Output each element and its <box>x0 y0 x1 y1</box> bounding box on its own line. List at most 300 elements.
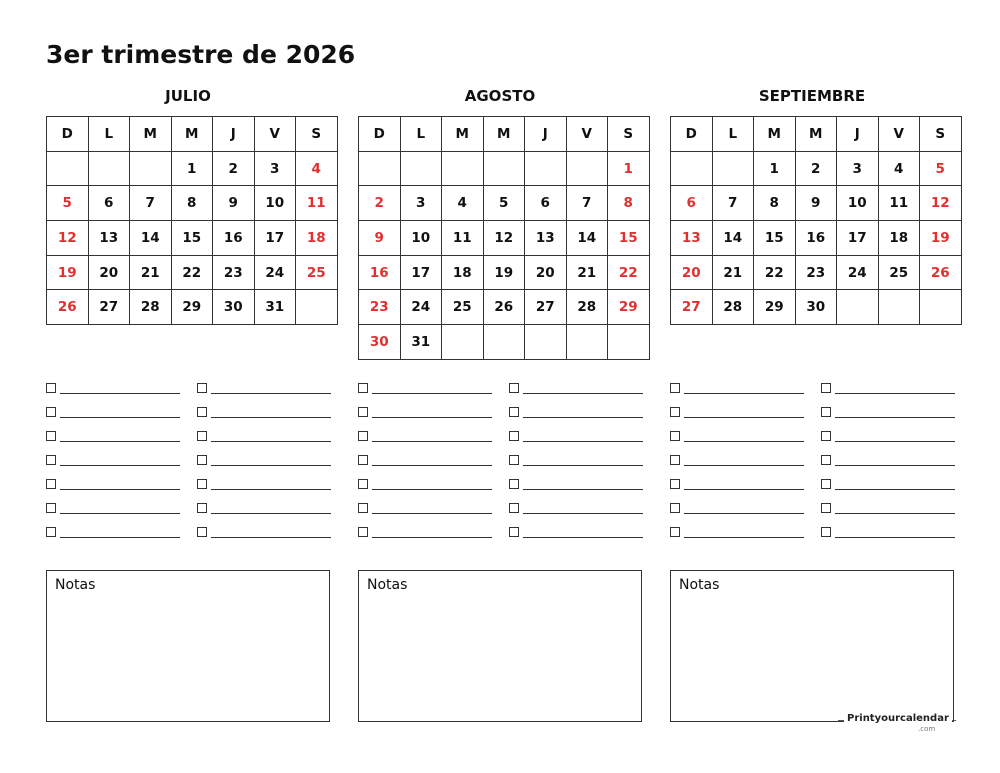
empty-day-cell <box>837 290 879 325</box>
checkbox[interactable] <box>821 431 831 441</box>
checkbox[interactable] <box>358 503 368 513</box>
checkbox[interactable] <box>46 455 56 465</box>
day-cell: 4 <box>442 186 484 221</box>
day-cell: 31 <box>254 290 296 325</box>
weekday-header: M <box>754 117 796 152</box>
week-row <box>47 151 338 186</box>
checklist-item <box>821 402 955 426</box>
weekday-header: V <box>878 117 920 152</box>
checkbox[interactable] <box>670 527 680 537</box>
write-line[interactable] <box>211 417 331 418</box>
checklist-september <box>670 378 956 546</box>
day-cell: 25 <box>442 290 484 325</box>
checkbox[interactable] <box>197 431 207 441</box>
checkbox[interactable] <box>358 527 368 537</box>
weekday-header: L <box>712 117 754 152</box>
checklist-item <box>670 402 804 426</box>
day-cell: 11 <box>296 186 338 221</box>
week-row <box>359 151 650 186</box>
day-cell: 8 <box>754 186 796 221</box>
checkbox[interactable] <box>358 407 368 417</box>
checkbox[interactable] <box>46 503 56 513</box>
empty-day-cell <box>920 290 962 325</box>
checklist-item <box>358 474 492 498</box>
day-cell: 18 <box>878 221 920 256</box>
checklist-item <box>509 426 643 450</box>
week-row <box>671 151 962 186</box>
weekday-header: M <box>171 117 213 152</box>
write-line[interactable] <box>835 537 955 538</box>
checkbox[interactable] <box>509 431 519 441</box>
day-cell: 12 <box>483 221 525 256</box>
day-cell: 30 <box>213 290 255 325</box>
day-cell: 5 <box>47 186 89 221</box>
weekday-header: V <box>254 117 296 152</box>
write-line[interactable] <box>684 465 804 466</box>
day-cell: 28 <box>566 290 608 325</box>
checklist-item <box>358 402 492 426</box>
weekday-header-row <box>359 117 650 152</box>
write-line[interactable] <box>835 441 955 442</box>
day-cell: 20 <box>525 255 567 290</box>
checkbox[interactable] <box>509 407 519 417</box>
checkbox[interactable] <box>670 455 680 465</box>
weekday-header: L <box>400 117 442 152</box>
checkbox[interactable] <box>670 431 680 441</box>
checkbox[interactable] <box>358 383 368 393</box>
day-cell: 20 <box>88 255 130 290</box>
checklist-item <box>670 474 804 498</box>
week-row <box>359 221 650 256</box>
write-line[interactable] <box>60 441 180 442</box>
empty-day-cell <box>525 151 567 186</box>
notes-label: Notas <box>367 577 408 593</box>
notes-label: Notas <box>679 577 720 593</box>
checklist-item <box>197 450 331 474</box>
day-cell: 11 <box>442 221 484 256</box>
checklist-item <box>509 402 643 426</box>
checklist-item <box>197 378 331 402</box>
empty-day-cell <box>525 325 567 360</box>
checklist-item <box>358 450 492 474</box>
checklist-item <box>670 450 804 474</box>
empty-day-cell <box>878 290 920 325</box>
day-cell: 17 <box>837 221 879 256</box>
weekday-header-row <box>671 117 962 152</box>
write-line[interactable] <box>372 465 492 466</box>
write-line[interactable] <box>684 393 804 394</box>
empty-day-cell <box>442 325 484 360</box>
checkbox[interactable] <box>197 503 207 513</box>
write-line[interactable] <box>523 393 643 394</box>
empty-day-cell <box>483 325 525 360</box>
write-line[interactable] <box>60 537 180 538</box>
weekday-header: S <box>296 117 338 152</box>
day-cell: 26 <box>47 290 89 325</box>
month-calendar-august <box>358 86 642 360</box>
checkbox[interactable] <box>821 455 831 465</box>
day-cell: 31 <box>400 325 442 360</box>
day-cell: 25 <box>878 255 920 290</box>
write-line[interactable] <box>60 393 180 394</box>
day-cell: 25 <box>296 255 338 290</box>
checkbox[interactable] <box>509 527 519 537</box>
checkbox[interactable] <box>821 383 831 393</box>
week-row <box>671 290 962 325</box>
empty-day-cell <box>566 325 608 360</box>
day-cell: 10 <box>254 186 296 221</box>
day-cell: 19 <box>920 221 962 256</box>
checklist-row <box>670 402 956 426</box>
checkbox[interactable] <box>821 407 831 417</box>
day-cell: 12 <box>920 186 962 221</box>
checklist-item <box>46 402 180 426</box>
day-cell: 20 <box>671 255 713 290</box>
day-cell: 27 <box>671 290 713 325</box>
checklist-item <box>821 450 955 474</box>
empty-day-cell <box>296 290 338 325</box>
day-cell: 1 <box>171 151 213 186</box>
write-line[interactable] <box>684 513 804 514</box>
checklist-item <box>670 498 804 522</box>
checklist-row <box>670 426 956 450</box>
day-cell: 14 <box>566 221 608 256</box>
weekday-header: M <box>795 117 837 152</box>
day-cell: 6 <box>88 186 130 221</box>
checkbox[interactable] <box>358 479 368 489</box>
day-cell: 17 <box>254 221 296 256</box>
weekday-header: D <box>359 117 401 152</box>
checklist-row <box>358 450 644 474</box>
weekday-header: V <box>566 117 608 152</box>
checkbox[interactable] <box>197 407 207 417</box>
day-cell: 14 <box>712 221 754 256</box>
checklist-item <box>358 426 492 450</box>
day-cell: 22 <box>754 255 796 290</box>
checklist-item <box>197 498 331 522</box>
checklist-item <box>46 450 180 474</box>
day-cell: 18 <box>442 255 484 290</box>
checkbox[interactable] <box>670 383 680 393</box>
week-row <box>47 221 338 256</box>
write-line[interactable] <box>684 417 804 418</box>
day-cell: 1 <box>754 151 796 186</box>
checklist-row <box>46 426 332 450</box>
day-cell: 8 <box>171 186 213 221</box>
write-line[interactable] <box>523 537 643 538</box>
write-line[interactable] <box>372 489 492 490</box>
day-cell: 24 <box>400 290 442 325</box>
calendar-grid <box>46 116 338 325</box>
checkbox[interactable] <box>46 407 56 417</box>
day-cell: 14 <box>130 221 172 256</box>
write-line[interactable] <box>372 441 492 442</box>
day-cell: 22 <box>171 255 213 290</box>
empty-day-cell <box>608 325 650 360</box>
checkbox[interactable] <box>670 479 680 489</box>
day-cell: 12 <box>47 221 89 256</box>
checklist-row <box>670 522 956 546</box>
weekday-header: M <box>483 117 525 152</box>
write-line[interactable] <box>372 417 492 418</box>
day-cell: 7 <box>712 186 754 221</box>
checklist-item <box>46 378 180 402</box>
day-cell: 29 <box>754 290 796 325</box>
checklist-item <box>670 378 804 402</box>
empty-day-cell <box>130 151 172 186</box>
write-line[interactable] <box>211 465 331 466</box>
write-line[interactable] <box>523 465 643 466</box>
day-cell: 4 <box>296 151 338 186</box>
checklist-item <box>509 450 643 474</box>
checklist-item <box>509 378 643 402</box>
month-calendar-july <box>46 86 330 325</box>
checklist-row <box>46 378 332 402</box>
week-row <box>359 186 650 221</box>
checklist-row <box>358 402 644 426</box>
checklist-august <box>358 378 644 546</box>
week-row <box>359 290 650 325</box>
empty-day-cell <box>671 151 713 186</box>
checklist-item <box>670 522 804 546</box>
checklist-item <box>670 426 804 450</box>
checklist-row <box>670 474 956 498</box>
checklist-row <box>358 498 644 522</box>
write-line[interactable] <box>835 393 955 394</box>
empty-day-cell <box>483 151 525 186</box>
checklist-item <box>821 474 955 498</box>
checkbox[interactable] <box>46 431 56 441</box>
checkbox[interactable] <box>46 383 56 393</box>
write-line[interactable] <box>211 513 331 514</box>
day-cell: 2 <box>359 186 401 221</box>
day-cell: 28 <box>712 290 754 325</box>
day-cell: 6 <box>671 186 713 221</box>
checkbox[interactable] <box>46 527 56 537</box>
day-cell: 13 <box>525 221 567 256</box>
day-cell: 15 <box>171 221 213 256</box>
day-cell: 24 <box>254 255 296 290</box>
empty-day-cell <box>88 151 130 186</box>
checklist-row <box>670 450 956 474</box>
checklist-row <box>358 378 644 402</box>
weekday-header: L <box>88 117 130 152</box>
checklist-item <box>46 522 180 546</box>
day-cell: 19 <box>47 255 89 290</box>
checklist-item <box>358 498 492 522</box>
checkbox[interactable] <box>821 527 831 537</box>
day-cell: 29 <box>608 290 650 325</box>
day-cell: 16 <box>213 221 255 256</box>
weekday-header: M <box>130 117 172 152</box>
day-cell: 23 <box>359 290 401 325</box>
day-cell: 7 <box>566 186 608 221</box>
day-cell: 23 <box>795 255 837 290</box>
write-line[interactable] <box>372 393 492 394</box>
day-cell: 2 <box>795 151 837 186</box>
week-row <box>671 186 962 221</box>
weekday-header: J <box>837 117 879 152</box>
day-cell: 27 <box>525 290 567 325</box>
day-cell: 8 <box>608 186 650 221</box>
day-cell: 15 <box>754 221 796 256</box>
checklist-item <box>46 426 180 450</box>
day-cell: 29 <box>171 290 213 325</box>
day-cell: 28 <box>130 290 172 325</box>
calendar-grid <box>358 116 650 360</box>
weekday-header: J <box>213 117 255 152</box>
weekday-header: D <box>47 117 89 152</box>
day-cell: 9 <box>359 221 401 256</box>
weekday-header: S <box>608 117 650 152</box>
empty-day-cell <box>359 151 401 186</box>
weekday-header: S <box>920 117 962 152</box>
write-line[interactable] <box>372 537 492 538</box>
week-row <box>671 221 962 256</box>
day-cell: 26 <box>920 255 962 290</box>
day-cell: 22 <box>608 255 650 290</box>
brand-logo <box>838 712 956 738</box>
day-cell: 26 <box>483 290 525 325</box>
day-cell: 17 <box>400 255 442 290</box>
checkbox[interactable] <box>509 455 519 465</box>
notes-label: Notas <box>55 577 96 593</box>
week-row <box>359 325 650 360</box>
month-name: SEPTIEMBRE <box>758 87 866 105</box>
write-line[interactable] <box>60 465 180 466</box>
write-line[interactable] <box>523 489 643 490</box>
day-cell: 10 <box>837 186 879 221</box>
week-row <box>359 255 650 290</box>
write-line[interactable] <box>60 417 180 418</box>
checkbox[interactable] <box>358 431 368 441</box>
checklist-row <box>358 426 644 450</box>
week-row <box>47 290 338 325</box>
checkbox[interactable] <box>670 407 680 417</box>
week-row <box>47 186 338 221</box>
month-calendar-september <box>670 86 954 325</box>
day-cell: 3 <box>400 186 442 221</box>
day-cell: 13 <box>671 221 713 256</box>
day-cell: 18 <box>296 221 338 256</box>
checkbox[interactable] <box>509 503 519 513</box>
month-name: JULIO <box>165 87 211 105</box>
write-line[interactable] <box>60 513 180 514</box>
weekday-header: J <box>525 117 567 152</box>
day-cell: 11 <box>878 186 920 221</box>
write-line[interactable] <box>684 489 804 490</box>
checkbox[interactable] <box>670 503 680 513</box>
checklist-item <box>509 498 643 522</box>
checklist-item <box>46 474 180 498</box>
day-cell: 21 <box>566 255 608 290</box>
empty-day-cell <box>442 151 484 186</box>
day-cell: 4 <box>878 151 920 186</box>
checklist-item <box>358 522 492 546</box>
checklist-row <box>46 402 332 426</box>
write-line[interactable] <box>835 465 955 466</box>
checkbox[interactable] <box>197 455 207 465</box>
checklist-row <box>46 522 332 546</box>
checklist-row <box>358 522 644 546</box>
checkbox[interactable] <box>197 383 207 393</box>
notes-box-september[interactable] <box>670 570 954 722</box>
write-line[interactable] <box>211 537 331 538</box>
checkbox[interactable] <box>509 383 519 393</box>
checklist-item <box>197 426 331 450</box>
week-row <box>671 255 962 290</box>
day-cell: 27 <box>88 290 130 325</box>
write-line[interactable] <box>835 489 955 490</box>
checkbox[interactable] <box>821 479 831 489</box>
day-cell: 6 <box>525 186 567 221</box>
empty-day-cell <box>47 151 89 186</box>
brand-name: Printyourcalendar <box>844 713 952 724</box>
checklist-item <box>197 522 331 546</box>
write-line[interactable] <box>372 513 492 514</box>
day-cell: 1 <box>608 151 650 186</box>
write-line[interactable] <box>523 441 643 442</box>
write-line[interactable] <box>211 441 331 442</box>
day-cell: 10 <box>400 221 442 256</box>
empty-day-cell <box>566 151 608 186</box>
checkbox[interactable] <box>358 455 368 465</box>
checklist-row <box>670 498 956 522</box>
week-row <box>47 255 338 290</box>
weekday-header: M <box>442 117 484 152</box>
day-cell: 15 <box>608 221 650 256</box>
day-cell: 23 <box>213 255 255 290</box>
write-line[interactable] <box>684 537 804 538</box>
weekday-header-row <box>47 117 338 152</box>
day-cell: 3 <box>837 151 879 186</box>
write-line[interactable] <box>523 513 643 514</box>
day-cell: 9 <box>213 186 255 221</box>
checklist-row <box>46 474 332 498</box>
day-cell: 13 <box>88 221 130 256</box>
day-cell: 21 <box>130 255 172 290</box>
write-line[interactable] <box>835 417 955 418</box>
checkbox[interactable] <box>197 527 207 537</box>
checkbox[interactable] <box>509 479 519 489</box>
write-line[interactable] <box>835 513 955 514</box>
empty-day-cell <box>400 151 442 186</box>
checkbox[interactable] <box>197 479 207 489</box>
day-cell: 5 <box>483 186 525 221</box>
notes-box-july[interactable] <box>46 570 330 722</box>
checklist-item <box>821 378 955 402</box>
write-line[interactable] <box>523 417 643 418</box>
weekday-header: D <box>671 117 713 152</box>
checklist-item <box>358 378 492 402</box>
write-line[interactable] <box>684 441 804 442</box>
write-line[interactable] <box>60 489 180 490</box>
checklist-item <box>509 522 643 546</box>
checklist-item <box>197 474 331 498</box>
write-line[interactable] <box>211 393 331 394</box>
checkbox[interactable] <box>46 479 56 489</box>
day-cell: 24 <box>837 255 879 290</box>
checkbox[interactable] <box>821 503 831 513</box>
checklist-item <box>821 498 955 522</box>
checklist-item <box>821 522 955 546</box>
day-cell: 16 <box>795 221 837 256</box>
day-cell: 30 <box>795 290 837 325</box>
checklist-item <box>509 474 643 498</box>
day-cell: 5 <box>920 151 962 186</box>
notes-box-august[interactable] <box>358 570 642 722</box>
write-line[interactable] <box>211 489 331 490</box>
